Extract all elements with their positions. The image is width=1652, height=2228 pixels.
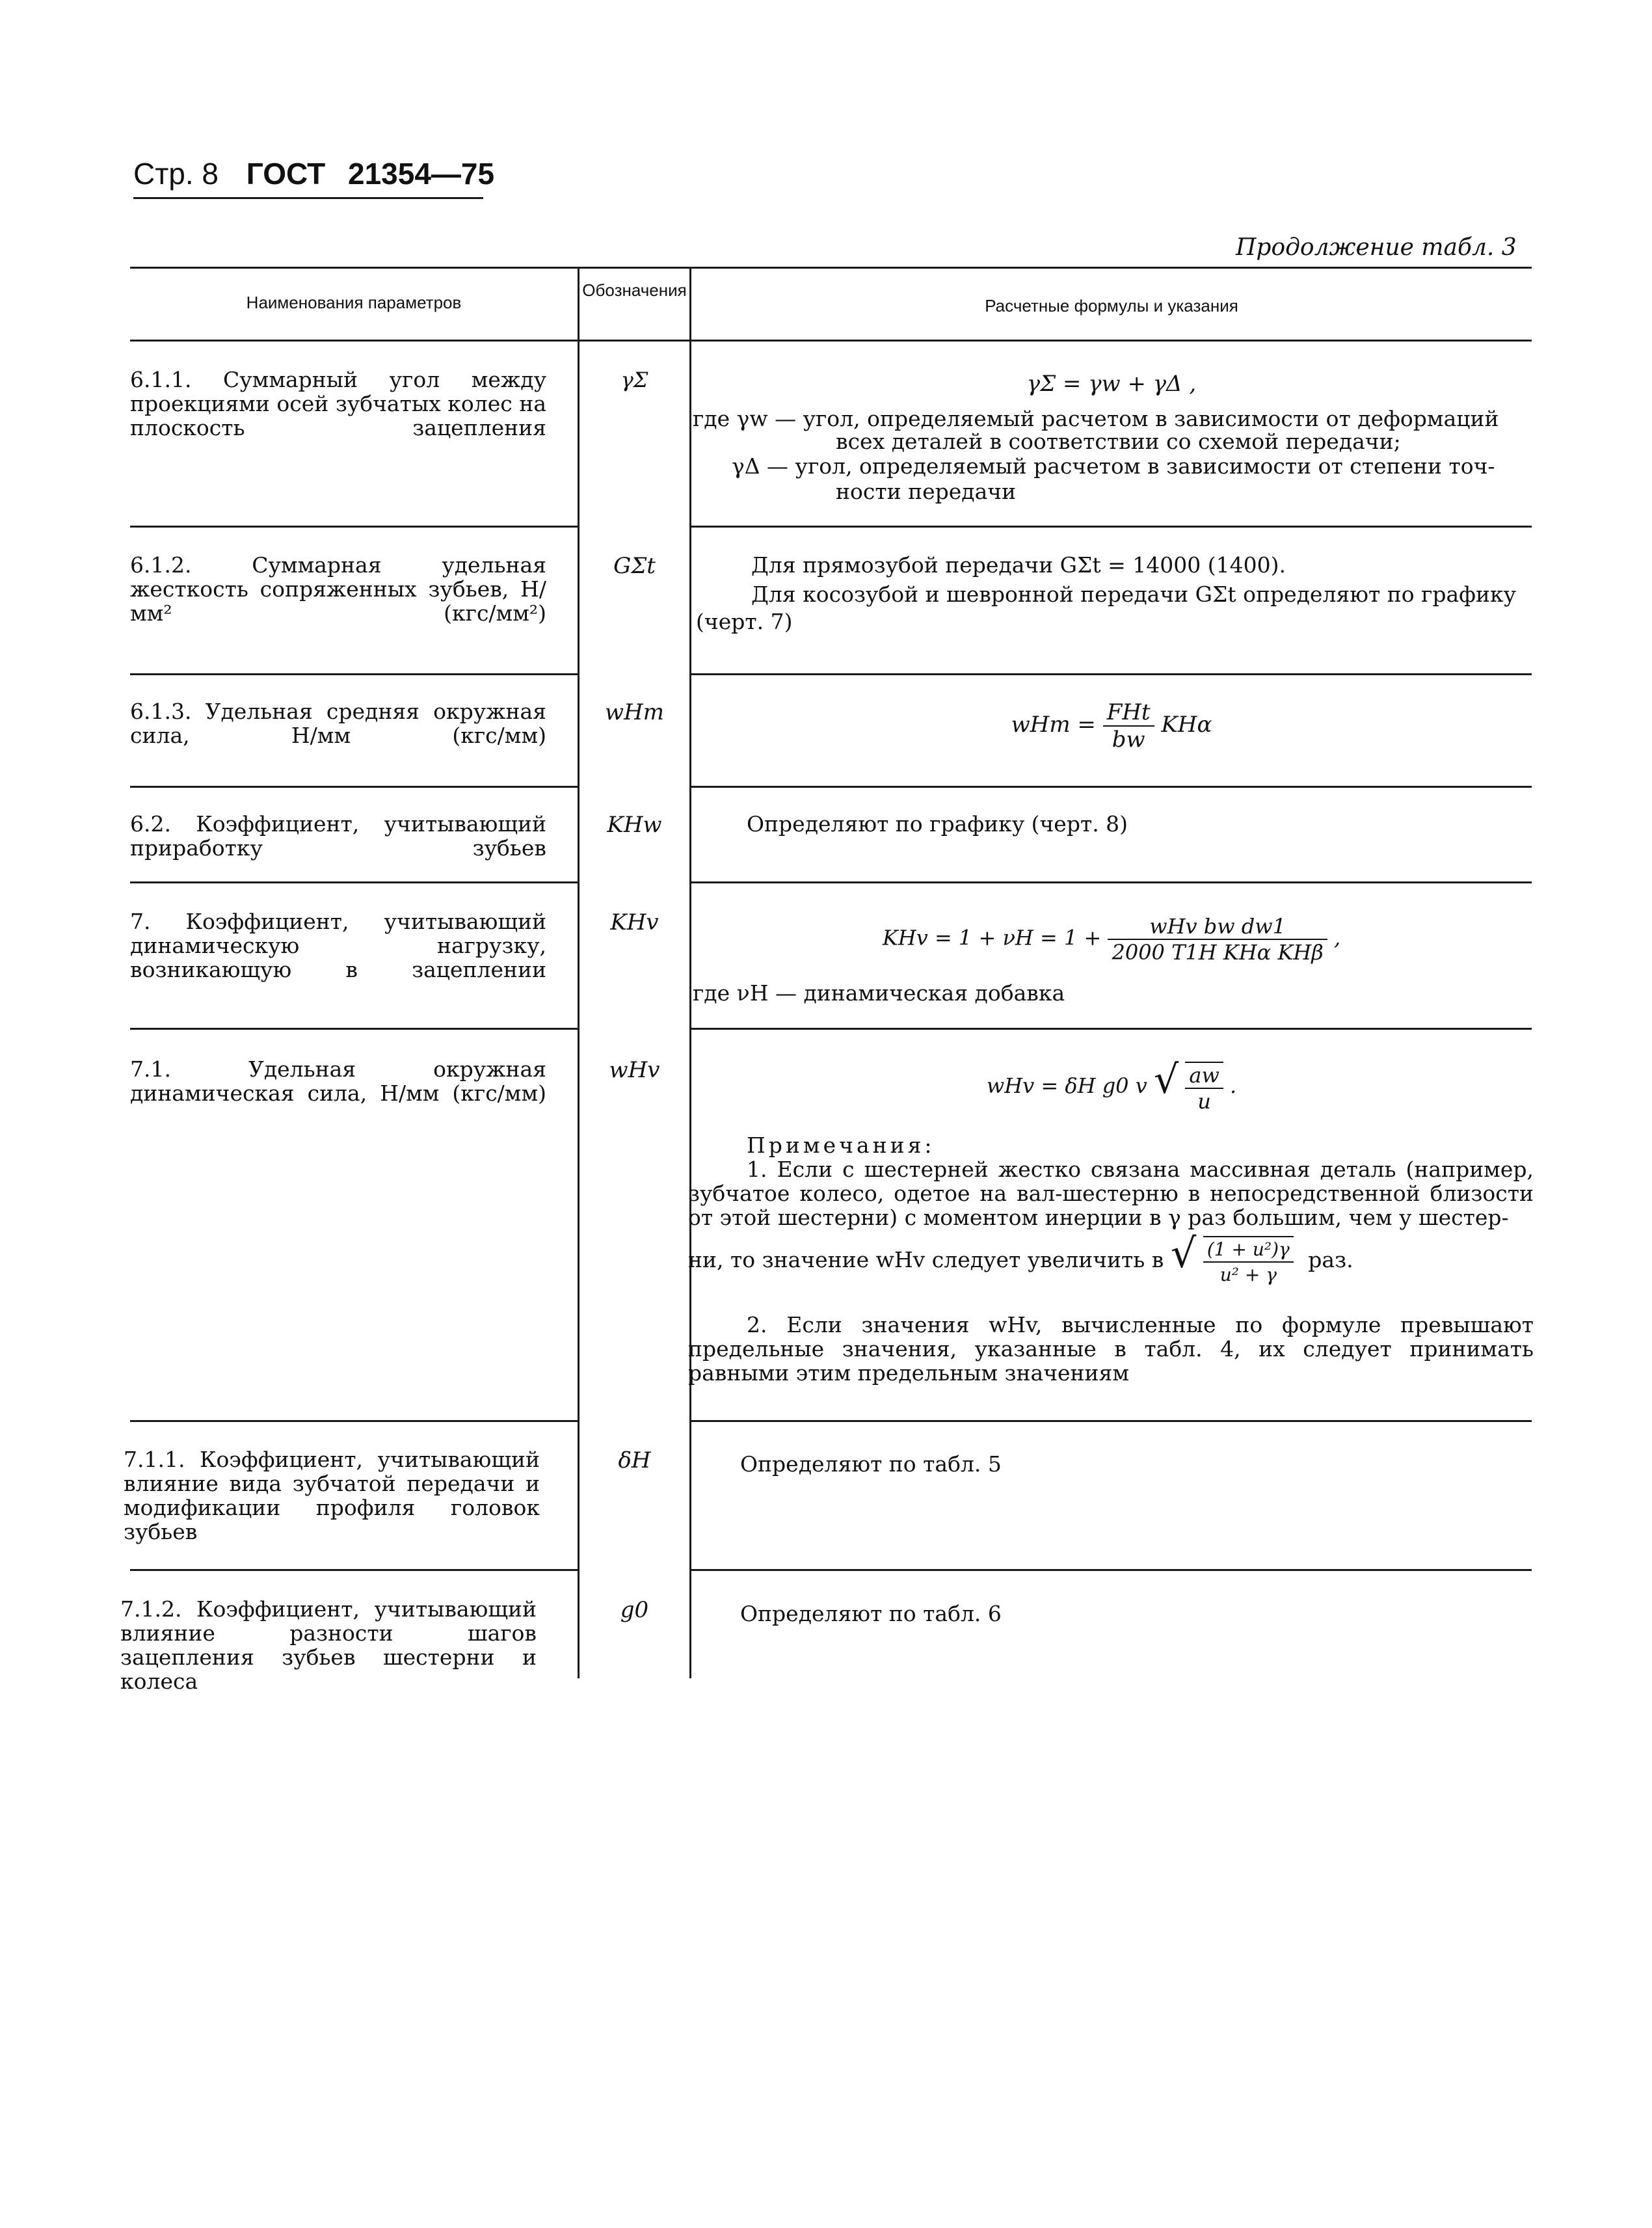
- row-7-where: где νH — динамическая добавка: [693, 980, 1065, 1006]
- formula-numerator: aw: [1185, 1063, 1223, 1089]
- row-6-1-1-where-2: γΔ — угол, определяемый расчетом в зависимости от степени точ-: [732, 453, 1495, 479]
- row-separator: [130, 1569, 578, 1571]
- column-header-symbol: Обозначения: [582, 280, 687, 300]
- note-1-fraction: [1203, 1236, 1294, 1287]
- row-7-formula: [691, 914, 1532, 965]
- column-header-name: Наименования параметров: [246, 293, 462, 312]
- row-separator: [691, 1569, 1532, 1571]
- formula-numerator: FHt: [1103, 699, 1154, 727]
- row-6-1-2-symbol: GΣt: [613, 553, 656, 579]
- formula-fraction: [1108, 914, 1327, 965]
- note-1-numerator: (1 + u²)γ: [1203, 1237, 1294, 1263]
- row-separator: [130, 526, 578, 528]
- row-6-1-1-symbol: γΣ: [620, 368, 648, 392]
- row-6-1-3-name: 6.1.3. Удельная средняя окружная сила, Н/мм (кгс/мм): [130, 699, 546, 748]
- row-6-1-1-name: 6.1.1. Суммарный угол между проекциями осей зубчатых колес на плоскость зацепления: [130, 367, 546, 440]
- formula-lhs: wHv = δH g0 v: [986, 1073, 1147, 1098]
- row-separator: [691, 786, 1532, 788]
- formula-denominator: u: [1197, 1088, 1211, 1114]
- row-separator: [130, 1420, 578, 1422]
- row-separator: [691, 1420, 1532, 1422]
- sqrt-sign: √: [1170, 1229, 1197, 1277]
- row-6-1-3-symbol: wHm: [605, 699, 664, 725]
- column-divider-2: [689, 267, 691, 1678]
- row-7-1-2-symbol: g0: [620, 1597, 649, 1623]
- formula-lhs: KHv = 1 + νH = 1 +: [882, 925, 1102, 950]
- formula-rhs: KHα: [1161, 712, 1212, 738]
- row-separator: [691, 881, 1532, 883]
- note-2: 2. Если значения wHv, вычисленные по формуле превышают предельные значения, указанные в табл. 4, их следует принимать равными этим предельным значениям: [688, 1312, 1534, 1386]
- row-6-1-2-name: 6.1.2. Суммарная удельная жесткость сопряженных зубьев, Н/мм² (кгс/мм²): [130, 552, 546, 626]
- column-header-formula: Расчетные формулы и указания: [985, 296, 1238, 315]
- row-separator: [130, 673, 578, 675]
- row-6-1-1-where-1: где γw — угол, определяемый расчетом в зависимости от деформаций: [693, 406, 1499, 431]
- row-6-1-3-formula: [691, 699, 1532, 753]
- formula-denominator: 2000 T1H KHα KHβ: [1112, 940, 1324, 965]
- row-6-2-name: 6.2. Коэффициент, учитывающий приработку зубьев: [130, 811, 546, 861]
- row-7-1-1-name: 7.1.1. Коэффициент, учитывающий влияние вида зубчатой передачи и модификации профиля головок зубьев: [124, 1447, 540, 1544]
- row-7-symbol: KHv: [610, 909, 659, 935]
- header-underline: [133, 197, 483, 199]
- formula-denominator: bw: [1112, 727, 1145, 753]
- row-6-2-symbol: KHw: [607, 812, 662, 838]
- notes-title: Примечания:: [747, 1133, 935, 1158]
- row-7-1-2-text: Определяют по табл. 6: [740, 1601, 1002, 1626]
- row-separator: [691, 526, 1532, 528]
- note-1: 1. Если с шестерней жестко связана массивная деталь (например, зубчатое колесо, одетое на вал-шестерню в непосредственной близости от этой шестерни) с моментом инерции в γ раз большим, чем у шестер-: [688, 1157, 1534, 1230]
- row-7-1-formula: [691, 1057, 1532, 1114]
- row-6-1-1-where-2-cont: ности передачи: [836, 479, 1017, 504]
- note-1-tail-text: ни, то значение wHv следует увеличить в: [688, 1247, 1164, 1272]
- row-7-1-2-name: 7.1.2. Коэффициент, учитывающий влияние разности шагов зацепления зубьев шестерни и колеса: [120, 1596, 537, 1694]
- formula-fraction: [1185, 1062, 1223, 1114]
- table-top-rule: [130, 267, 1532, 269]
- row-7-1-1-symbol: δH: [618, 1447, 651, 1473]
- formula-tail: ,: [1333, 925, 1341, 950]
- formula-lhs: wHm =: [1011, 712, 1096, 738]
- note-1-tail: [688, 1229, 1534, 1287]
- standard-name: ГОСТ: [246, 157, 326, 191]
- row-separator: [130, 881, 578, 883]
- row-separator: [130, 1028, 578, 1030]
- row-6-1-2-text-1: Для прямозубой передачи GΣt = 14000 (1400).: [751, 552, 1286, 578]
- note-1-denominator: u² + γ: [1219, 1264, 1277, 1285]
- row-7-1-name: 7.1. Удельная окружная динамическая сила, Н/мм (кгс/мм): [130, 1056, 546, 1106]
- row-6-1-1-formula: γΣ = γw + γΔ ,: [1026, 371, 1197, 397]
- standard-number: 21354—75: [348, 157, 495, 191]
- row-separator: [691, 1028, 1532, 1030]
- formula-fraction: [1103, 699, 1154, 753]
- header-bottom-rule: [130, 340, 1532, 342]
- row-6-1-2-text-2: Для косозубой и шевронной передачи GΣt определяют по графику (черт. 7): [696, 582, 1517, 634]
- row-separator: [691, 673, 1532, 675]
- row-7-name: 7. Коэффициент, учитывающий динамическую нагрузку, возникающую в зацеплении: [130, 909, 546, 982]
- row-6-1-1-where-1-cont: всех деталей в соответствии со схемой передачи;: [836, 429, 1401, 454]
- row-6-2-text: Определяют по графику (черт. 8): [747, 811, 1128, 837]
- page-header: [133, 156, 494, 191]
- formula-numerator: wHv bw dw1: [1108, 914, 1327, 940]
- page-label: Стр. 8: [133, 157, 219, 191]
- sqrt-sign: √: [1153, 1057, 1179, 1103]
- row-7-1-1-text: Определяют по табл. 5: [740, 1451, 1002, 1477]
- row-7-1-symbol: wHv: [609, 1057, 660, 1083]
- row-separator: [130, 786, 578, 788]
- formula-tail: .: [1230, 1073, 1237, 1098]
- note-1-end: раз.: [1308, 1247, 1353, 1272]
- continuation-label: Продолжение табл. 3: [1236, 234, 1517, 261]
